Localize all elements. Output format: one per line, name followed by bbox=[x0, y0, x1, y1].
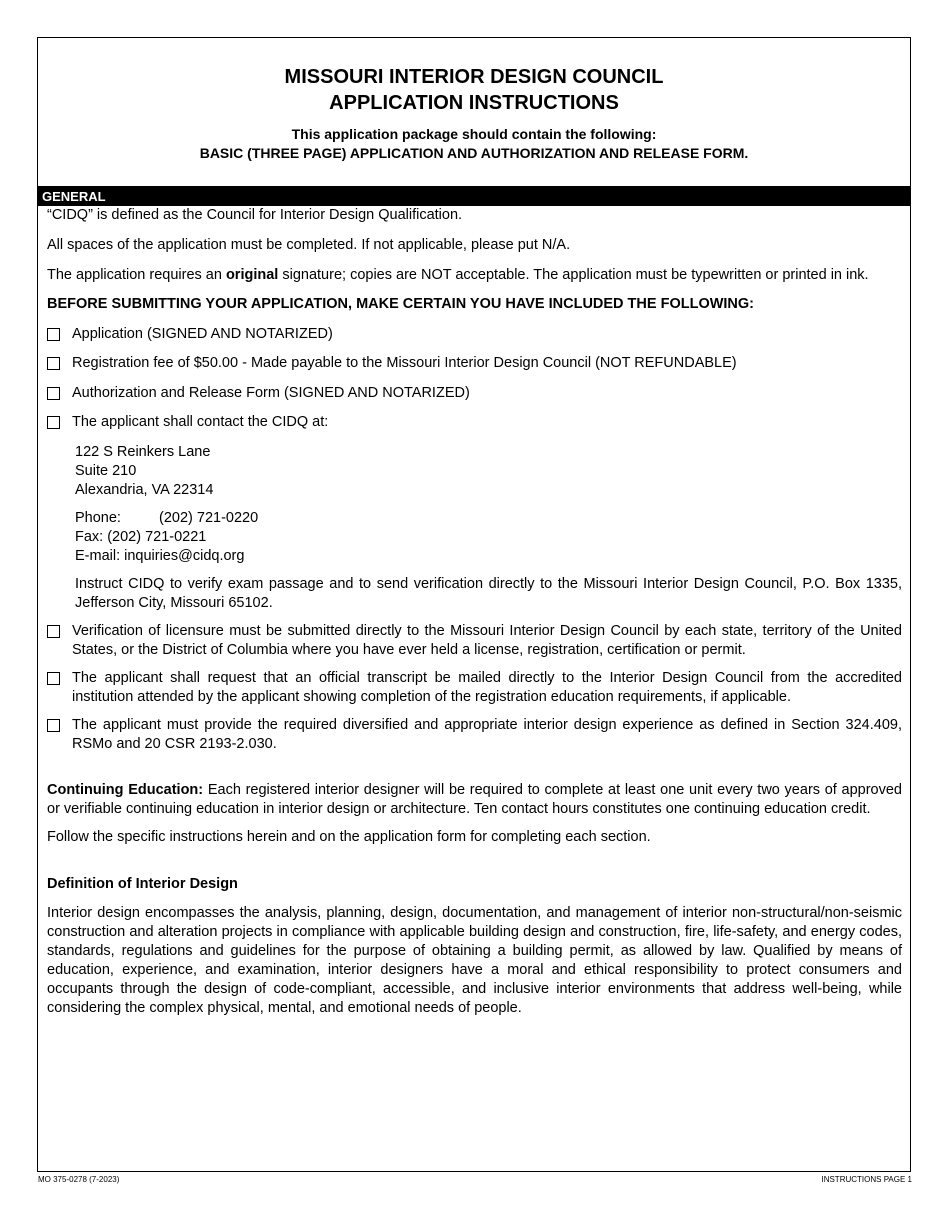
fax-label: Fax: bbox=[75, 529, 104, 545]
checklist-item-release-form bbox=[47, 384, 902, 403]
checklist-label: The applicant shall request that an official transcript be mailed directly to the Interior Design Council from the accredited institution attended by the applicant showing completion of the registration education requirements, if applicable. bbox=[72, 670, 902, 705]
checklist-label: The applicant must provide the required diversified and appropriate interior design experience as defined in Section 324.409, RSMo and 20 CSR 2193-2.030. bbox=[72, 717, 902, 752]
cidq-contact-info bbox=[47, 509, 902, 566]
checklist-label: The applicant shall contact the CIDQ at: bbox=[72, 414, 329, 430]
checklist-label: Application (SIGNED AND NOTARIZED) bbox=[72, 326, 333, 342]
continuing-education-text: Each registered interior designer will be required to complete at least one unit every two years of approved or verifiable continuing education in interior design or architecture. Ten contact hours constitutes one continuing education credit. bbox=[47, 782, 902, 817]
subtitle-forms: BASIC (THREE PAGE) APPLICATION AND AUTHORIZATION AND RELEASE FORM. bbox=[199, 145, 749, 161]
address-line2: Suite 210 bbox=[75, 463, 137, 479]
email-label: E-mail: bbox=[75, 548, 121, 564]
email-value: inquiries@cidq.org bbox=[124, 548, 245, 564]
fax-value: (202) 721-0221 bbox=[107, 529, 207, 545]
checklist-item-transcript bbox=[47, 669, 902, 707]
checkbox-fee[interactable] bbox=[47, 357, 60, 370]
page-label: INSTRUCTIONS PAGE 1 bbox=[821, 1175, 912, 1184]
general-section-bar: GENERAL bbox=[38, 186, 910, 206]
checkbox-application[interactable] bbox=[47, 328, 60, 341]
checklist-label: Verification of licensure must be submitted directly to the Missouri Interior Design Council by each state, territory of the United States, or the District of Columbia where you have ever held a license, registration, certification or permit. bbox=[72, 623, 902, 658]
form-frame bbox=[37, 37, 911, 1172]
fax-line bbox=[75, 528, 902, 547]
subtitle-package: This application package should contain the following: bbox=[291, 126, 657, 142]
title-line1: MISSOURI INTERIOR DESIGN COUNCIL bbox=[284, 66, 664, 88]
phone-line bbox=[75, 509, 902, 528]
cidq-definition: “CIDQ” is defined as the Council for Interior Design Qualification. bbox=[47, 207, 463, 223]
continuing-education bbox=[47, 781, 902, 819]
complete-spaces-note: All spaces of the application must be completed. If not applicable, please put N/A. bbox=[47, 237, 571, 253]
title-line2: APPLICATION INSTRUCTIONS bbox=[329, 92, 619, 114]
follow-instructions: Follow the specific instructions herein and on the application form for completing each section. bbox=[47, 829, 651, 845]
checkbox-licensure[interactable] bbox=[47, 625, 60, 638]
checklist-item-cidq-contact bbox=[47, 413, 902, 432]
signature-note-post: signature; copies are NOT acceptable. The application must be typewritten or printed in ink. bbox=[278, 267, 869, 283]
cidq-instruct: Instruct CIDQ to verify exam passage and to send verification directly to the Missouri Interior Design Council, P.O. Box 1335, Jefferson City, Missouri 65102. bbox=[75, 576, 902, 611]
definition-heading: Definition of Interior Design bbox=[47, 876, 238, 892]
signature-note-bold: original bbox=[225, 267, 279, 283]
definition-text: Interior design encompasses the analysis, planning, design, documentation, and management of interior non-structural/non-seismic construction and alteration projects in compliance with applicable building design and construction, fire, life-safety, and energy codes, standards, regulations and guidelines for the purpose of obtaining a building permit, as allowed by law. Qualified by means of education, experience, and examination, interior designers have a moral and ethical responsibility to protect consumers and occupants through the design of code-compliant, accessible, and inclusive interior environments that address well-being, while considering the complex physical, mental, and emotional needs of people. bbox=[47, 905, 902, 1016]
instructions-content bbox=[47, 206, 902, 1018]
email-line bbox=[75, 547, 902, 566]
form-number: MO 375-0278 (7-2023) bbox=[38, 1175, 120, 1184]
checklist-item-fee bbox=[47, 354, 902, 373]
checklist-item-experience bbox=[47, 716, 902, 754]
checkbox-release-form[interactable] bbox=[47, 387, 60, 400]
signature-note-pre: The application requires an bbox=[47, 267, 226, 283]
signature-note bbox=[47, 266, 902, 285]
checkbox-experience[interactable] bbox=[47, 719, 60, 732]
checkbox-transcript[interactable] bbox=[47, 672, 60, 685]
checklist-item-application bbox=[47, 325, 902, 344]
phone-label: Phone: bbox=[75, 510, 121, 526]
address-line1: 122 S Reinkers Lane bbox=[75, 444, 211, 460]
continuing-education-label: Continuing Education: bbox=[47, 782, 204, 798]
address-line3: Alexandria, VA 22314 bbox=[75, 482, 214, 498]
checklist-label: Authorization and Release Form (SIGNED AND NOTARIZED) bbox=[72, 385, 470, 401]
phone-value: (202) 721-0220 bbox=[159, 510, 259, 526]
checklist-label: Registration fee of $50.00 - Made payable to the Missouri Interior Design Council (NOT REFUNDABLE) bbox=[72, 355, 737, 371]
form-header bbox=[38, 38, 910, 163]
checklist-item-licensure bbox=[47, 622, 902, 660]
checkbox-cidq-contact[interactable] bbox=[47, 416, 60, 429]
before-submitting-heading: BEFORE SUBMITTING YOUR APPLICATION, MAKE CERTAIN YOU HAVE INCLUDED THE FOLLOWING: bbox=[47, 296, 755, 312]
cidq-address bbox=[47, 443, 902, 500]
